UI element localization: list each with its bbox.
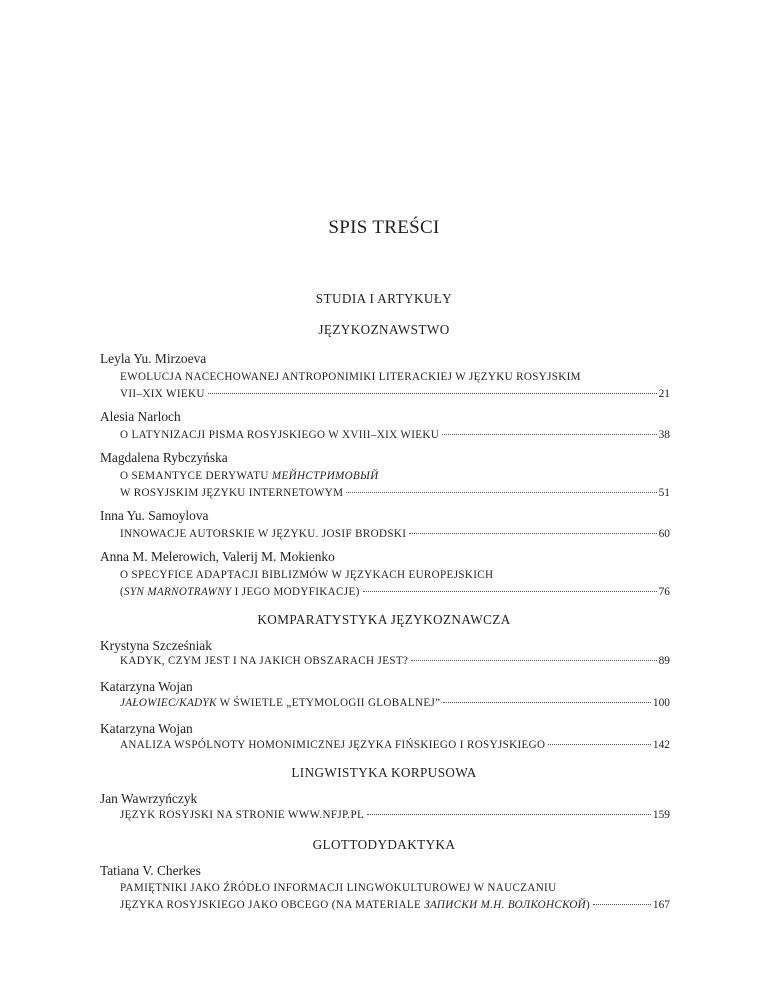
entry-title-line	[120, 899, 590, 911]
subsection-heading: GLOTTODYDAKTYKA	[312, 837, 456, 852]
toc-entry-line[interactable]	[120, 655, 670, 672]
toc-entry-line[interactable]	[120, 899, 670, 916]
toc-entry-line[interactable]	[120, 739, 670, 756]
entry-title-text: O SEMANTYCE DERYWATU	[120, 470, 272, 482]
entry-author: Jan Wawrzyńczyk	[100, 791, 198, 806]
entry-title-line: EWOLUCJA NACECHOWANEJ ANTROPONIMIKI LITERACKIEJ W JĘZYKU ROSYJSKIM	[120, 371, 581, 383]
entry-title-line: KADYK, CZYM JEST I NA JAKICH OBSZARACH JEST?	[120, 655, 409, 667]
entry-title-line: JĘZYK ROSYJSKI NA STRONIE WWW.NFJP.PL	[120, 809, 365, 821]
toc-entry-line[interactable]	[120, 388, 670, 405]
entry-title-line	[120, 470, 670, 487]
entry-author: Tatiana V. Cherkes	[100, 863, 201, 878]
page-title: SPIS TREŚCI	[328, 217, 440, 238]
entry-author: Katarzyna Wojan	[100, 721, 193, 736]
page-number: 142	[652, 739, 670, 751]
dot-leader	[411, 660, 656, 661]
entry-title-text: (	[120, 586, 125, 598]
toc-entry-line[interactable]	[120, 429, 670, 446]
toc-entry-line[interactable]	[120, 697, 670, 714]
entry-title-line	[120, 586, 360, 598]
toc-entry-line[interactable]	[120, 487, 670, 504]
page-number: 89	[658, 655, 670, 667]
toc-entry-line[interactable]	[120, 586, 670, 603]
entry-author: Magdalena Rybczyńska	[100, 450, 228, 465]
entry-title-text: JĘZYKA ROSYJSKIEGO JAKO OBCEGO (NA MATERIALE	[120, 899, 425, 911]
entry-title-line: O SPECYFICE ADAPTACJI BIBLIZMÓW W JĘZYKACH EUROPEJSKICH	[120, 569, 494, 581]
dot-leader	[409, 533, 656, 534]
entry-title-text: W ŚWIETLE „ETYMOLOGII GLOBALNEJ”	[216, 697, 441, 709]
entry-author: Alesia Narloch	[100, 409, 181, 424]
entry-title-line: O LATYNIZACJI PISMA ROSYJSKIEGO W XVIII–XIX WIEKU	[120, 429, 440, 441]
toc-entry-line[interactable]	[120, 809, 670, 826]
page-number: 38	[658, 429, 670, 441]
page-number: 21	[658, 388, 670, 400]
entry-title-line: PAMIĘTNIKI JAKO ŹRÓDŁO INFORMACJI LINGWOKULTUROWEJ W NAUCZANIU	[120, 882, 557, 894]
page-number: 100	[652, 697, 670, 709]
entry-title-text: I JEGO MODYFIKACJE)	[231, 586, 360, 598]
dot-leader	[443, 702, 650, 703]
entry-title-italic: JAŁOWIEC/KADYK	[120, 697, 217, 709]
section-heading: STUDIA I ARTYKUŁY	[315, 291, 453, 306]
entry-title-line: W ROSYJSKIM JĘZYKU INTERNETOWYM	[120, 487, 344, 499]
entry-author: Krystyna Szcześniak	[100, 638, 212, 653]
dot-leader	[442, 434, 656, 435]
entry-author: Katarzyna Wojan	[100, 679, 193, 694]
entry-title-italic: ЗАПИСКИ М.Н. ВОЛКОНСКОЙ	[424, 899, 587, 911]
page-number: 76	[658, 586, 670, 598]
dot-leader	[593, 904, 651, 905]
page-number: 167	[652, 899, 670, 911]
entry-title-line: VII–XIX WIEKU	[120, 388, 205, 400]
entry-author: Anna M. Melerowich, Valerij M. Mokienko	[100, 549, 335, 564]
entry-title-line: ANALIZA WSPÓLNOTY HOMONIMICZNEJ JĘZYKA FIŃSKIEGO I ROSYJSKIEGO	[120, 739, 546, 751]
toc-entry-line[interactable]	[120, 528, 670, 545]
page-number: 159	[652, 809, 670, 821]
page-number: 51	[658, 487, 670, 499]
entry-title-line	[120, 697, 440, 709]
dot-leader	[346, 492, 656, 493]
entry-author: Leyla Yu. Mirzoeva	[100, 351, 207, 366]
dot-leader	[208, 393, 657, 394]
page-number: 60	[658, 528, 670, 540]
subsection-heading: KOMPARATYSTYKA JĘZYKOZNAWCZA	[257, 612, 511, 627]
dot-leader	[363, 591, 657, 592]
entry-title-text: )	[586, 899, 591, 911]
subsection-heading: LINGWISTYKA KORPUSOWA	[291, 765, 477, 780]
entry-title-italic: SYN MARNOTRAWNY	[124, 586, 232, 598]
entry-title-line: INNOWACJE AUTORSKIE W JĘZYKU. JOSIF BRODSKI	[120, 528, 407, 540]
dot-leader	[548, 744, 651, 745]
entry-author: Inna Yu. Samoylova	[100, 508, 209, 523]
entry-title-italic: МЕЙНСТРИМОВЫЙ	[271, 470, 379, 482]
subsection-heading: JĘZYKOZNAWSTWO	[318, 322, 450, 337]
dot-leader	[367, 814, 651, 815]
